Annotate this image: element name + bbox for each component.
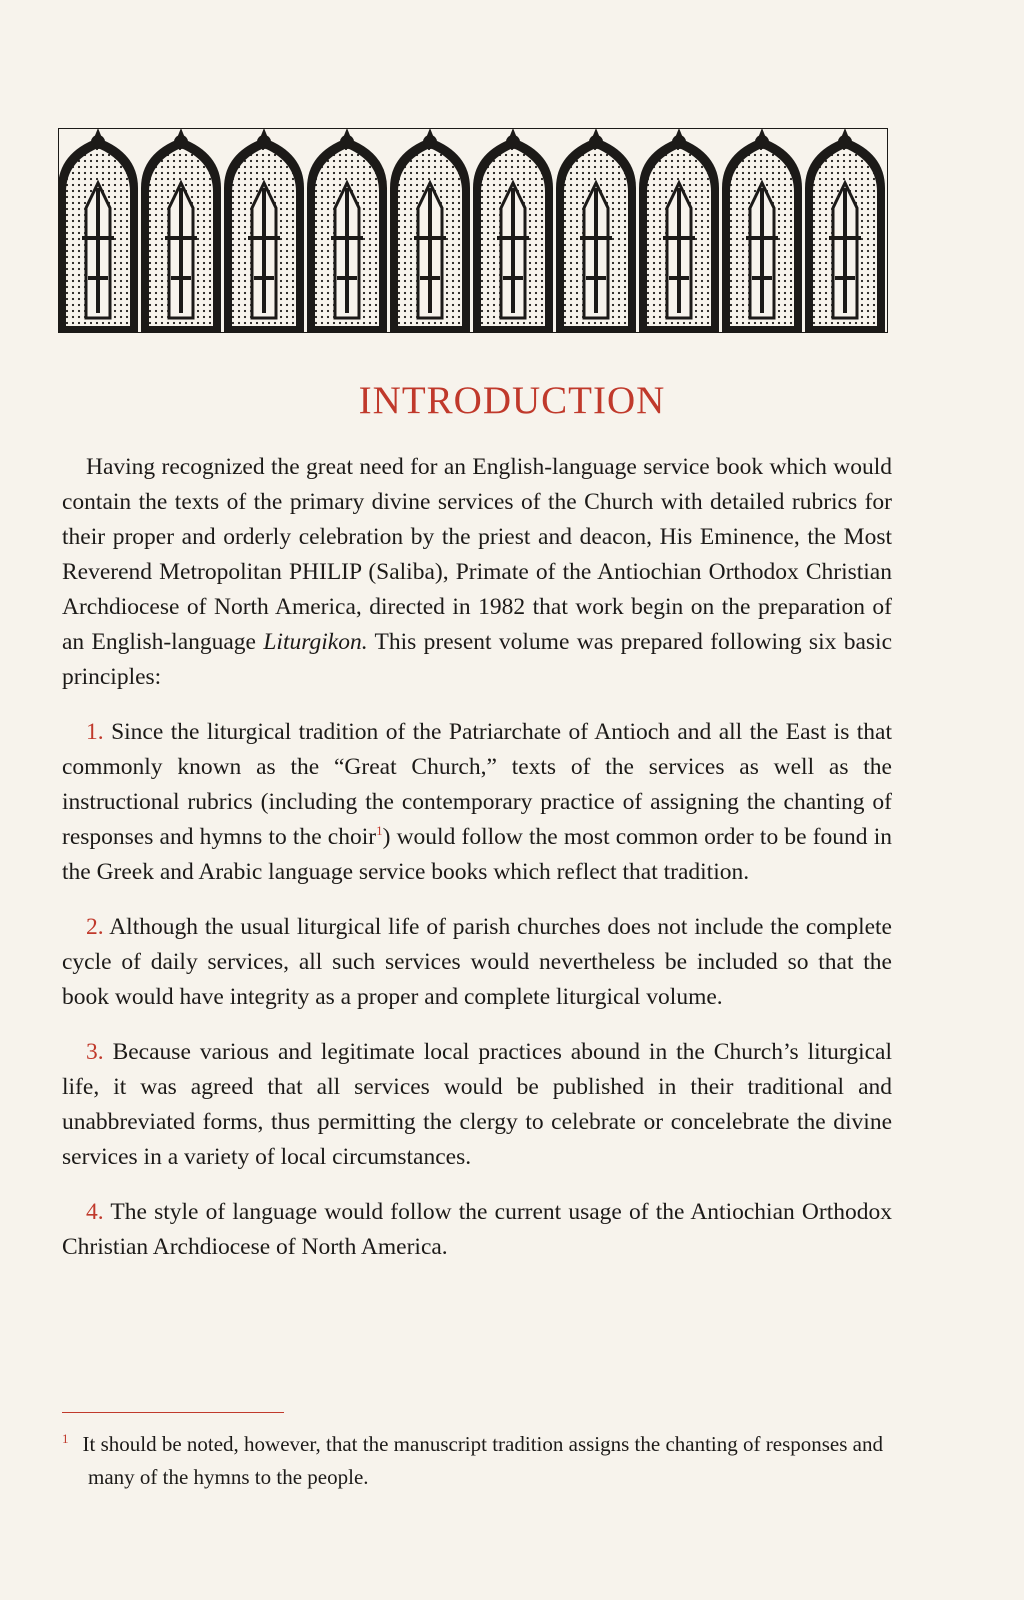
principle-item [62,910,892,1015]
principle-text: Because various and legitimate local practices abound in the Church’s liturgical life, it was agreed that all services would be published in their traditional and unabbreviated forms, thus permitting the clergy to celebrate or concelebrate the divine services in a variety of local circumstances. [62,1039,893,1170]
gothic-ornament-icon [58,128,888,333]
body-text [62,450,892,1265]
ornamental-headpiece [58,128,888,333]
footnote-divider [62,1412,284,1413]
principle-number: 1. [86,719,104,745]
footnote-body [62,1422,892,1494]
principle-item [62,1195,892,1265]
principle-number: 2. [86,914,104,940]
principle-item [62,1035,892,1175]
principle-text: Although the usual liturgical life of parish churches does not include the complete cycle of daily services, all such services would nevertheless be included so that the book would have integrity as a proper and complete liturgical volume. [62,914,892,1010]
intro-text-end: This present volume was prepared following six basic principles: [62,629,892,690]
footnote-reference[interactable]: 1 [376,823,383,839]
intro-paragraph [62,450,892,695]
principle-text: The style of language would follow the current usage of the Antiochian Orthodox Christian Archdiocese of North America. [62,1199,892,1260]
principle-text: Since the liturgical tradition of the Patriarchate of Antioch and all the East is that commonly known as the “Great Church,” texts of the services as well as the instructional rubrics (including the contemporary practice of assigning the chanting of responses and hymns to the choir [62,719,893,850]
footnote-text: It should be noted, however, that the manuscript tradition assigns the chanting of responses and many of the hymns to the people. [82,1432,883,1489]
book-title-italic: Liturgikon. [263,629,368,655]
footnote-mark: 1 [62,1431,69,1446]
footnote [62,1422,892,1494]
principle-text-continued: ) would follow the most common order to be found in the Greek and Arabic language service books which reflect that tradition. [62,824,892,885]
principle-number: 3. [86,1039,104,1065]
intro-text-start: Having recognized the great need for an English-language service book which would contain the texts of the primary divine services of the Church with detailed rubrics for their proper and orderly celebration by the priest and deacon, His Eminence, the Most Reverend Metropolitan PHILIP (Saliba), Primate of the Antiochian Orthodox Christian Archdiocese of North America, directed in 1982 that work begin on the preparation of an English-language [62,454,892,655]
principle-number: 4. [86,1199,104,1225]
principle-item [62,715,892,890]
page-title: INTRODUCTION [358,379,666,422]
